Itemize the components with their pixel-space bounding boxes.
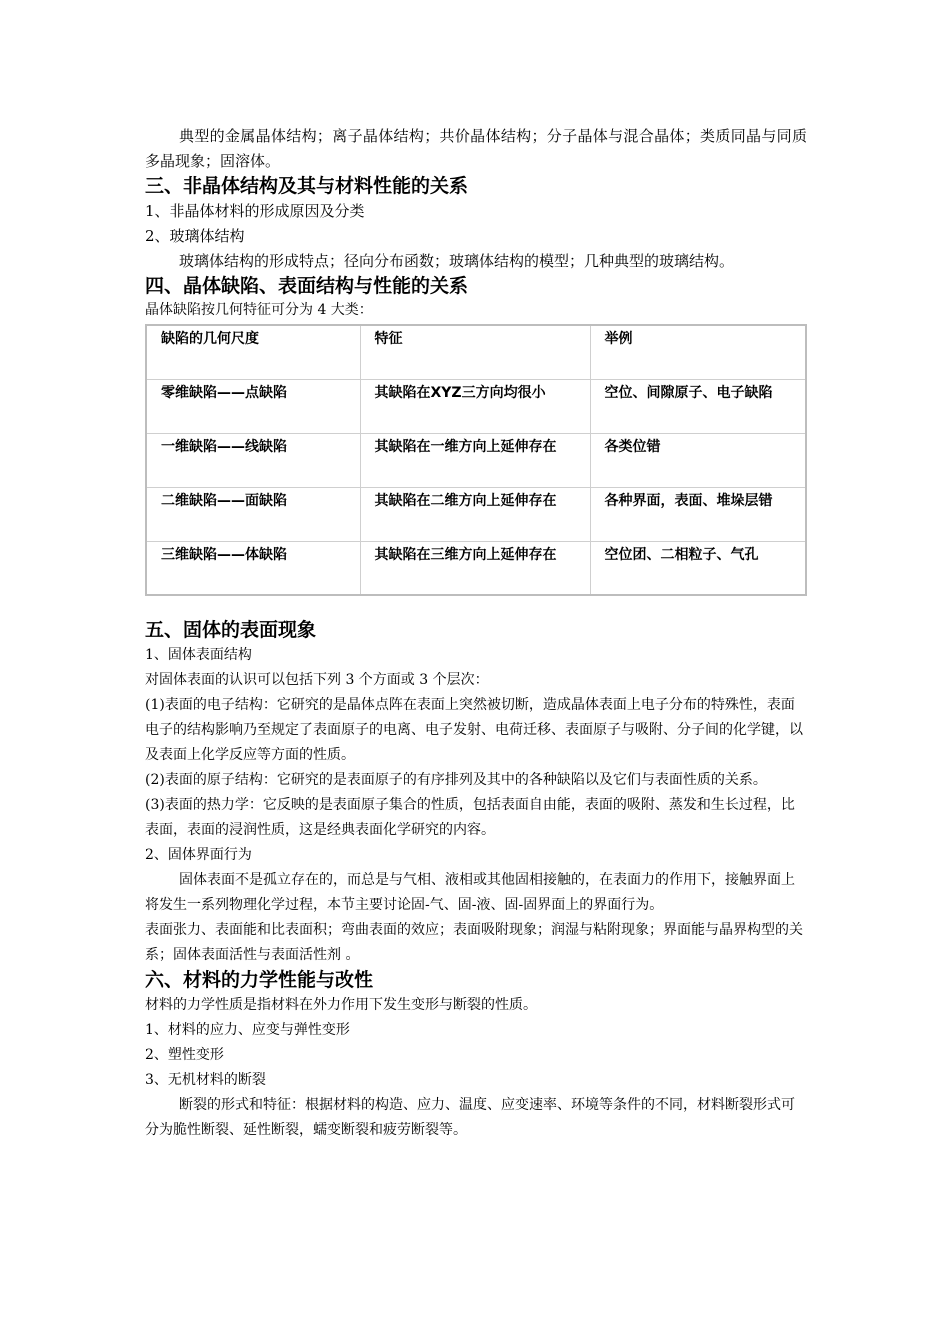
table-spacer <box>145 596 807 618</box>
table-header-cell: 举例 <box>590 325 806 379</box>
section-6-item-1: 1、材料的应力、应变与弹性变形 <box>145 1022 350 1038</box>
section-6-lead: 材料的力学性质是指材料在外力作用下发生变形与断裂的性质。 <box>145 997 537 1013</box>
table-cell: 三维缺陷——体缺陷 <box>146 541 360 595</box>
defect-table <box>145 324 807 596</box>
table-header-row <box>146 325 806 379</box>
intro-paragraph: 典型的金属晶体结构；离子晶体结构；共价晶体结构；分子晶体与混合晶体；类质同晶与同质多晶现象；固溶体。 <box>145 127 807 170</box>
section-5-point-1: (1)表面的电子结构：它研究的是晶体点阵在表面上突然被切断，造成晶体表面上电子分布的特殊性，表面电子的结构影响乃至规定了表面原子的电离、电子发射、电荷迁移、表面原子与吸附、分子间的化学键，以及表面上化学反应等方面的性质。 <box>145 697 803 763</box>
section-3-item-2: 2、玻璃体结构 <box>145 227 245 245</box>
section-5-paragraph: 固体表面不是孤立存在的，而总是与气相、液相或其他固相接触的，在表面力的作用下，接触界面上将发生一系列物理化学过程，本节主要讨论固-气、固-液、固-固界面上的界面行为。 <box>145 872 795 913</box>
document-page <box>145 124 807 1143</box>
section-5-point-3: (3)表面的热力学：它反映的是表面原子集合的性质，包括表面自由能，表面的吸附、蒸发和生长过程，比表面，表面的浸润性质，这是经典表面化学研究的内容。 <box>145 797 795 838</box>
table-cell: 二维缺陷——面缺陷 <box>146 487 360 541</box>
section-6-item-3: 3、无机材料的断裂 <box>145 1072 266 1088</box>
section-5-point-2: (2)表面的原子结构：它研究的是表面原子的有序排列及其中的各种缺陷以及它们与表面性质的关系。 <box>145 772 767 788</box>
table-row <box>146 541 806 595</box>
table-cell: 其缺陷在一维方向上延伸存在 <box>360 433 590 487</box>
section-4-title: 四、晶体缺陷、表面结构与性能的关系 <box>145 275 469 297</box>
section-6-title: 六、材料的力学性能与改性 <box>145 969 374 991</box>
table-cell: 零维缺陷——点缺陷 <box>146 379 360 433</box>
section-5-topics: 表面张力、表面能和比表面积；弯曲表面的效应；表面吸附现象；润湿与粘附现象；界面能与晶界构型的关系；固体表面活性与表面活性剂 。 <box>145 922 803 963</box>
section-6-item-2: 2、塑性变形 <box>145 1047 224 1063</box>
section-6-paragraph: 断裂的形式和特征：根据材料的构造、应力、温度、应变速率、环境等条件的不同，材料断裂形式可分为脆性断裂、延性断裂，蠕变断裂和疲劳断裂等。 <box>145 1097 795 1138</box>
table-cell: 各种界面，表面、堆垛层错 <box>590 487 806 541</box>
section-5-item-1: 1、固体表面结构 <box>145 647 252 663</box>
table-cell: 一维缺陷——线缺陷 <box>146 433 360 487</box>
table-cell: 各类位错 <box>590 433 806 487</box>
section-5-lead: 对固体表面的认识可以包括下列 3 个方面或 3 个层次： <box>145 672 489 688</box>
section-5-title: 五、固体的表面现象 <box>145 619 317 641</box>
table-cell: 其缺陷在三维方向上延伸存在 <box>360 541 590 595</box>
section-3-title: 三、非晶体结构及其与材料性能的关系 <box>145 175 469 197</box>
table-cell: 空位、间隙原子、电子缺陷 <box>590 379 806 433</box>
table-row <box>146 487 806 541</box>
table-row <box>146 379 806 433</box>
section-5-item-2: 2、固体界面行为 <box>145 847 252 863</box>
table-cell: 其缺陷在二维方向上延伸存在 <box>360 487 590 541</box>
table-cell: 空位团、二相粒子、气孔 <box>590 541 806 595</box>
section-4-lead: 晶体缺陷按几何特征可分为 4 大类： <box>145 302 373 318</box>
table-header-cell: 缺陷的几何尺度 <box>146 325 360 379</box>
table-cell: 其缺陷在XYZ三方向均很小 <box>360 379 590 433</box>
table-header-cell: 特征 <box>360 325 590 379</box>
section-3-item-1: 1、非晶体材料的形成原因及分类 <box>145 202 365 220</box>
table-row <box>146 433 806 487</box>
section-3-paragraph: 玻璃体结构的形成特点；径向分布函数；玻璃体结构的模型；几种典型的玻璃结构。 <box>179 252 735 270</box>
